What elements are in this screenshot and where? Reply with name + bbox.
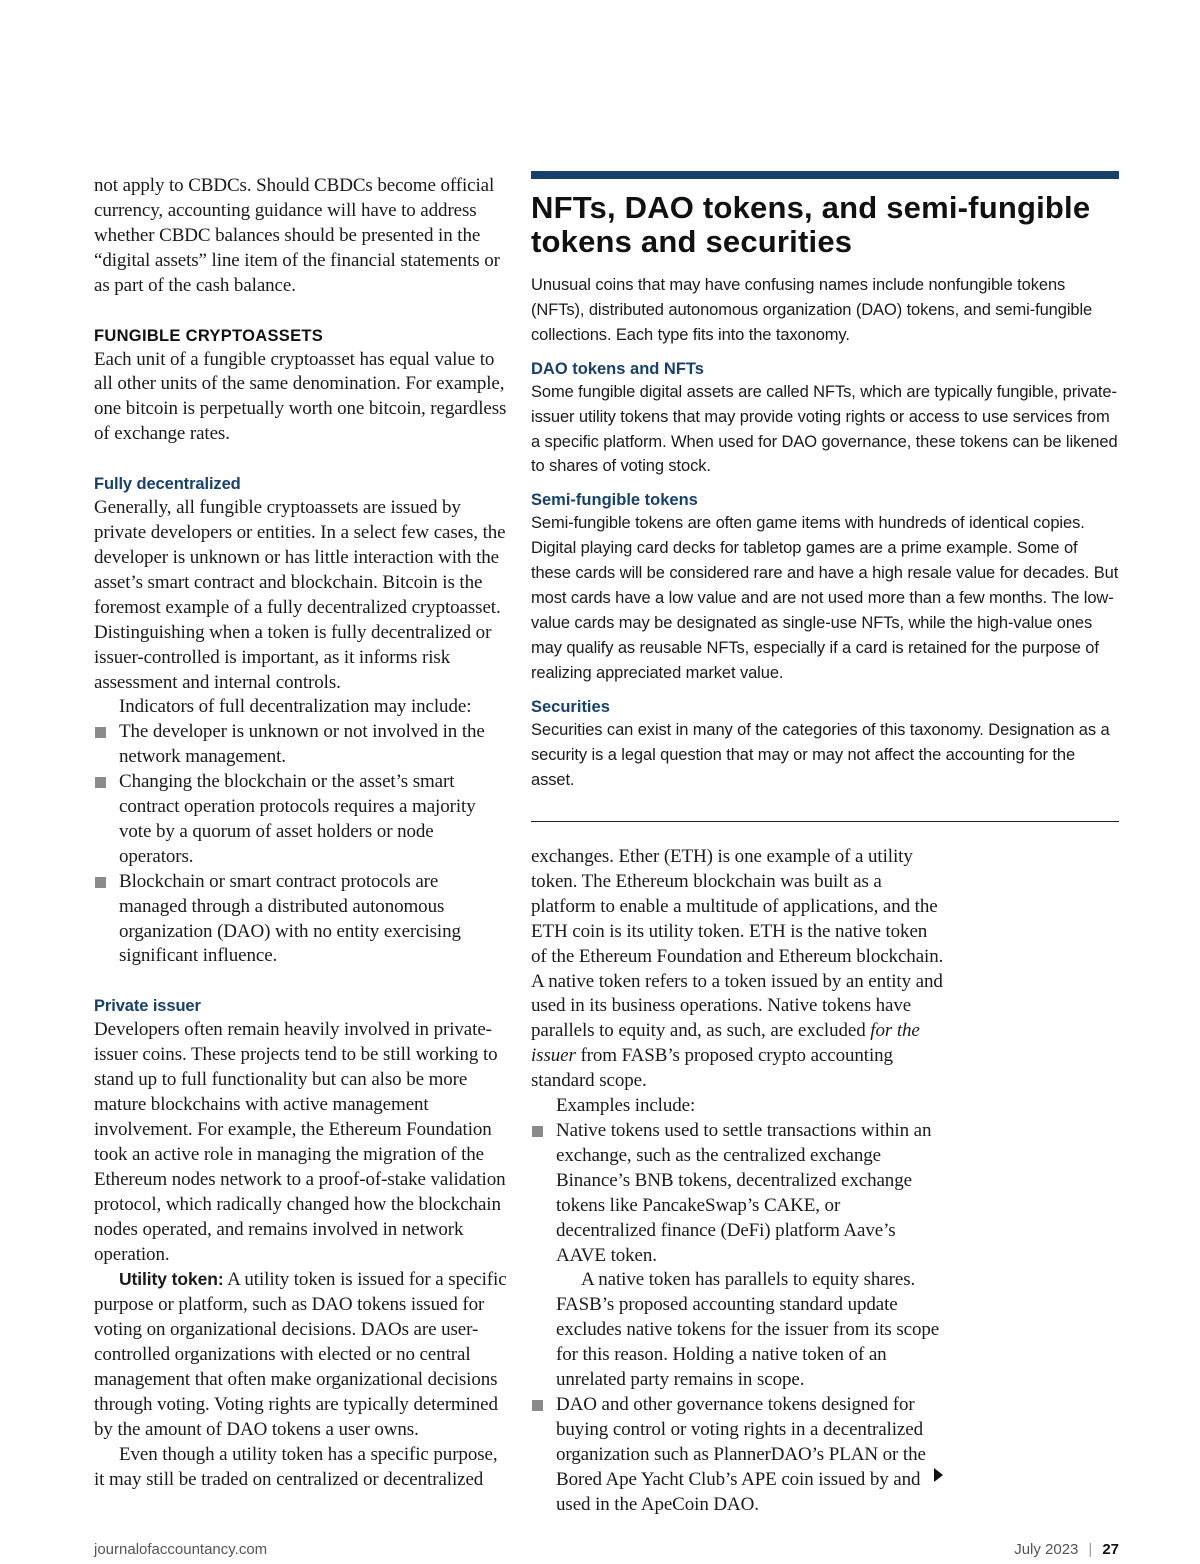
native-tokens-item: Native tokens used to settle transactions within an exchange, such as the centralized exchange Binance’s BNB tokens, decentralized exchange tokens like PancakeSwap’s CAKE, or decentralized finance (DeFi) platform Aave’s AAVE token.: [556, 1119, 932, 1266]
left-column: [94, 174, 508, 1493]
examples-list: [531, 1119, 944, 1518]
fungible-paragraph: Each unit of a fungible cryptoasset has equal value to all other units of the same denomination. For example, one bitcoin is perpetually worth one bitcoin, regardless of exchange rates.: [94, 348, 507, 445]
securities-paragraph: Securities can exist in many of the categories of this taxonomy. Designation as a security is a legal question that may or may not affect the accounting for the asset.: [531, 720, 1110, 789]
footer-separator: |: [1088, 1541, 1093, 1558]
intro-paragraph: not apply to CBDCs. Should CBDCs become official currency, accounting guidance will have to address whether CBDC balances should be presented in the “digital assets” line item of the financial statements or as part of the cash balance.: [94, 175, 500, 296]
sidebar-top-rule: [531, 171, 1119, 179]
list-item: The developer is unknown or not involved in the network management.: [94, 720, 508, 770]
continue-arrow-icon: [934, 1468, 943, 1482]
native-tokens-note: A native token has parallels to equity shares. FASB’s proposed accounting standard update excludes native tokens for the issuer from its scope for this reason. Holding a native token of an unrelated party remains in scope.: [556, 1269, 940, 1391]
private-issuer-paragraph: Developers often remain heavily involved in private-issuer coins. These projects tend to be still working to stand up to full functionality but can also be more mature blockchains with active management involvement. For example, the Ethereum Foundation took an active role in managing the migration of the Ethereum nodes network to a proof-of-stake validation protocol, which radically changed how the blockchain nodes operated, and remains involved in network operation.: [94, 1019, 506, 1265]
decentralized-paragraph: Generally, all fungible cryptoassets are issued by private developers or entities. In a select few cases, the developer is unknown or has little interaction with the asset’s smart contract and blockchain. Bitcoin is the foremost example of a fully decentralized cryptoasset. Distinguishing when a token is fully decentralized or issuer-controlled is important, as it informs risk assessment and internal controls.: [94, 497, 506, 693]
semi-fungible-paragraph: Semi-fungible tokens are often game items with hundreds of identical copies. Digital playing card decks for tabletop games are a prime example. Some of these cards will be considered rare and have a high resale value for decades. But most cards have a low value and are not used more than a few months. The low-value cards may be designated as single-use NFTs, while the high-value ones may qualify as reusable NFTs, especially if a card is retained for the purpose of realizing appreciated market value.: [531, 514, 1119, 682]
right-column: [531, 845, 944, 1517]
list-item: Changing the blockchain or the asset’s smart contract operation protocols requires a majority vote by a quorum of asset holders or node operators.: [94, 770, 508, 870]
fungible-heading: FUNGIBLE CRYPTOASSETS: [94, 326, 324, 345]
list-item: Blockchain or smart contract protocols are managed through a distributed autonomous organization (DAO) with no entity exercising significant influence.: [94, 870, 508, 970]
securities-heading: Securities: [531, 697, 610, 716]
footer-date: July 2023: [1014, 1541, 1079, 1558]
list-item: [531, 1119, 944, 1393]
sidebar: [531, 191, 1119, 792]
even-though-paragraph: Even though a utility token has a specific purpose, it may still be traded on centralized or decentralized: [94, 1443, 498, 1490]
indicators-intro: Indicators of full decentralization may include:: [119, 696, 472, 718]
examples-intro: Examples include:: [556, 1095, 696, 1117]
utility-token-label: Utility token:: [119, 1269, 224, 1290]
decentralized-heading: Fully decentralized: [94, 475, 241, 494]
page-number: 27: [1102, 1541, 1119, 1558]
sidebar-bottom-rule: [531, 821, 1119, 822]
sidebar-title: NFTs, DAO tokens, and semi-fungible tokens and securities: [531, 190, 1091, 259]
dao-tokens-paragraph: Some fungible digital assets are called NFTs, which are typically fungible, private-issuer utility tokens that may provide voting rights or access to use services from a specific platform. When used for DAO governance, these tokens can be likened to shares of voting stock.: [531, 382, 1118, 476]
utility-token-paragraph: [94, 1267, 508, 1442]
list-item: DAO and other governance tokens designed for buying control or voting rights in a decentralized organization such as PlannerDAO’s PLAN or the Bored Ape Yacht Club’s APE coin issued by and used in the ApeCoin DAO.: [531, 1393, 944, 1518]
dao-tokens-heading: DAO tokens and NFTs: [531, 359, 704, 378]
utility-token-text: A utility token is issued for a specific purpose or platform, such as DAO tokens issued for voting on organizational decisions. DAOs are user-controlled organizations with elected or no central management that often make organizational decisions through voting. Voting rights are typically determined by the amount of DAO tokens a user owns.: [94, 1269, 507, 1440]
indicators-list: [94, 720, 508, 969]
footer-site: journalofaccountancy.com: [94, 1541, 268, 1558]
semi-fungible-heading: Semi-fungible tokens: [531, 491, 698, 510]
private-issuer-heading: Private issuer: [94, 997, 201, 1016]
ether-paragraph: exchanges. Ether (ETH) is one example of a utility token. The Ethereum blockchain was built as a platform to enable a multitude of applications, and the ETH coin is its utility token. ETH is the native token of the Ethereum Foundation and Ethereum blockchain. A native token refers to a token issued by an entity and used in its business operations. Native tokens have parallels to equity and, as such, are excluded for the issuer from FASB’s proposed crypto accounting standard scope.: [531, 846, 944, 1092]
footer-page-info: [1014, 1541, 1119, 1558]
sidebar-intro: Unusual coins that may have confusing names include nonfungible tokens (NFTs), distributed autonomous organization (DAO) tokens, and semi-fungible collections. Each type fits into the taxonomy.: [531, 276, 1093, 344]
for-the-issuer-emphasis: for the issuer: [531, 1020, 920, 1067]
